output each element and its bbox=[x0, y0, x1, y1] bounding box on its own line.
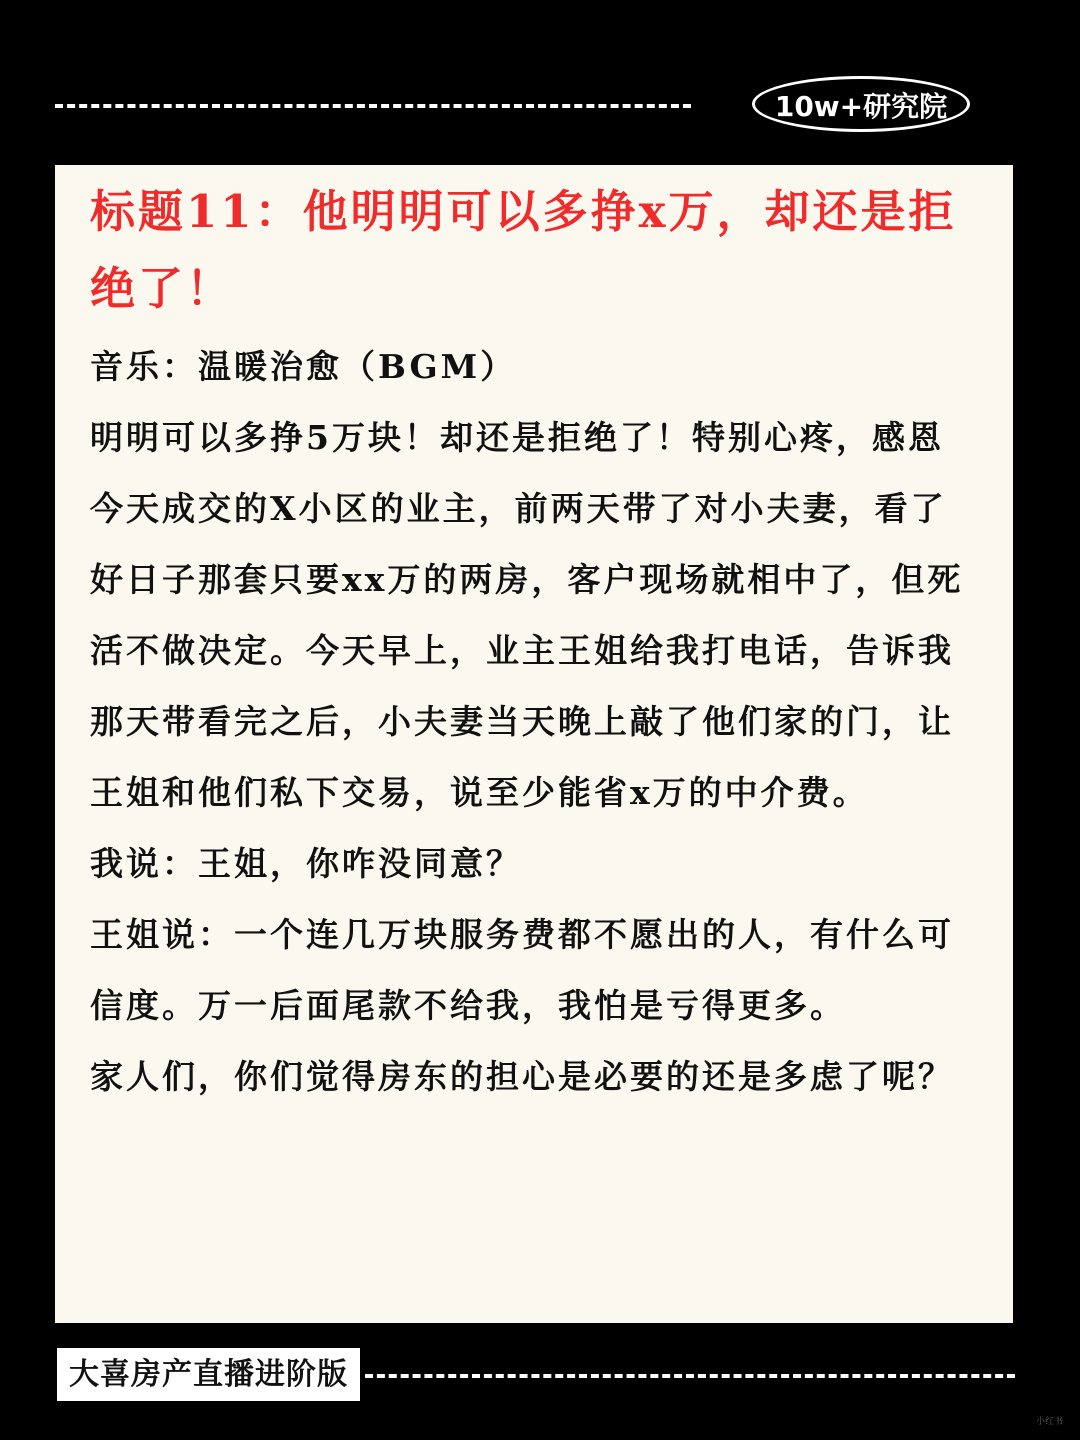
brand-badge: 10w+研究院 bbox=[752, 76, 970, 132]
platform-watermark: 小红书 bbox=[1036, 1417, 1064, 1427]
music-line: 音乐：温暖治愈（BGM） bbox=[90, 347, 517, 386]
footer-label: 大喜房产直播进阶版 bbox=[57, 1348, 360, 1401]
dialogue-line-2: 王姐说：一个连几万块服务费都不愿出的人，有什么可信度。万一后面尾款不给我，我怕是亏得更多。 bbox=[90, 915, 954, 1025]
content-card bbox=[55, 165, 1013, 1323]
post-title: 标题11：他明明可以多挣x万，却还是拒绝了！ bbox=[90, 185, 957, 315]
closing-question: 家人们，你们觉得房东的担心是必要的还是多虑了呢？ bbox=[90, 1057, 954, 1096]
dialogue-line-1: 我说：王姐，你咋没同意？ bbox=[90, 844, 522, 883]
top-dashed-divider bbox=[55, 104, 691, 108]
story-paragraph: 明明可以多挣5万块！却还是拒绝了！特别心疼，感恩今天成交的X小区的业主，前两天带了对小夫妻，看了好日子那套只要xx万的两房，客户现场就相中了，但死活不做决定。今天早上，业主王姐给我打电话，告诉我那天带看完之后，小夫妻当天晚上敲了他们家的门，让王姐和他们私下交易，说至少能省x万的中介费。 bbox=[90, 418, 964, 812]
bottom-dashed-divider bbox=[365, 1374, 1015, 1378]
